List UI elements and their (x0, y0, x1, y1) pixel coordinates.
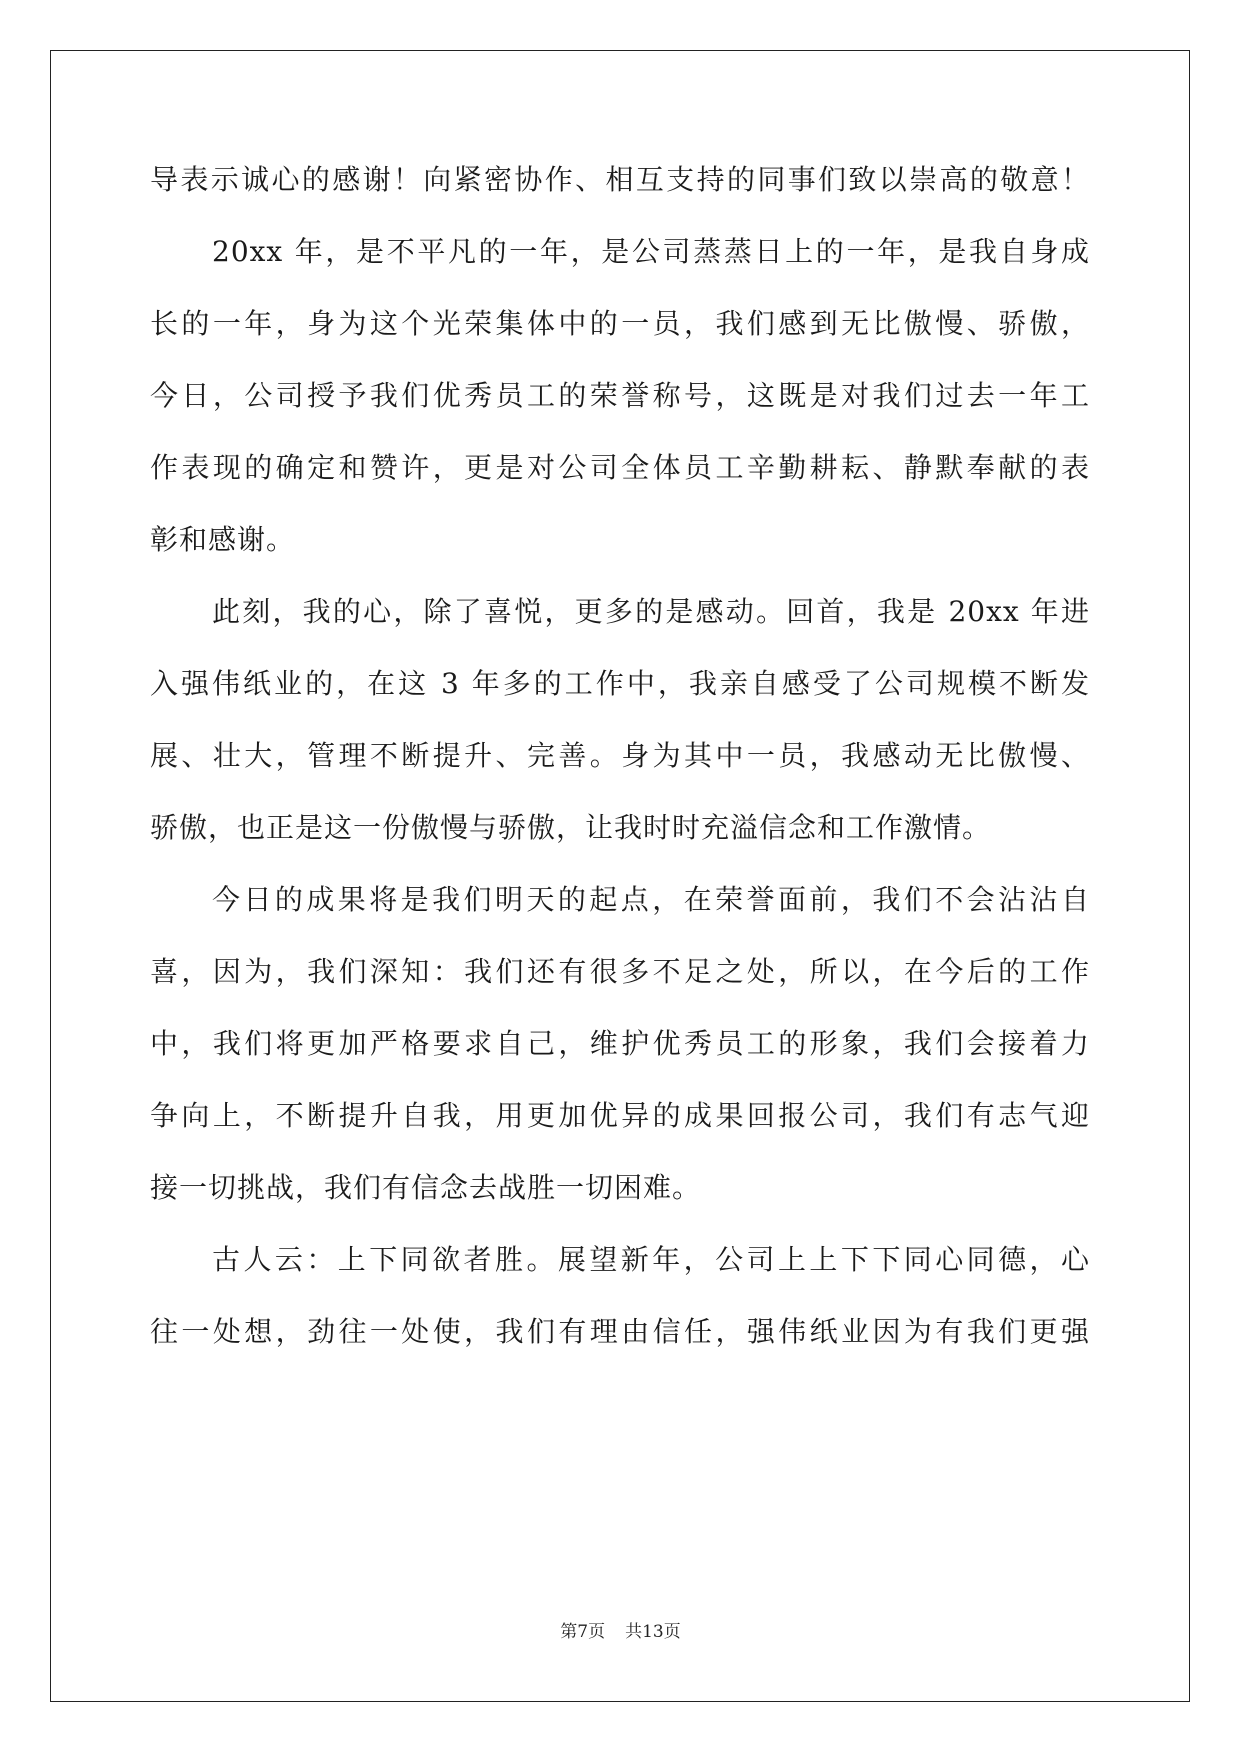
text-line: 此刻，我的心，除了喜悦，更多的是感动。回首，我是 20xx 年进 (212, 595, 1090, 628)
text-line: 导表示诚心的感谢！向紧密协作、相互支持的同事们致以崇高的敬意！ (150, 163, 1090, 196)
text-line: 今日的成果将是我们明天的起点，在荣誉面前，我们不会沾沾自 (212, 883, 1090, 916)
page-number-current: 第7页 (560, 1622, 606, 1642)
text-line: 彰和感谢。 (150, 523, 296, 556)
text-line: 20xx 年，是不平凡的一年，是公司蒸蒸日上的一年，是我自身成 (212, 235, 1090, 268)
text-line: 接一切挑战，我们有信念去战胜一切困难。 (150, 1171, 702, 1204)
text-line: 长的一年，身为这个光荣集体中的一员，我们感到无比傲慢、骄傲， (150, 307, 1090, 340)
text-line: 中，我们将更加严格要求自己，维护优秀员工的形象，我们会接着力 (150, 1027, 1090, 1060)
page-number-total: 共13页 (625, 1622, 681, 1642)
text-line: 作表现的确定和赞许，更是对公司全体员工辛勤耕耘、静默奉献的表 (150, 451, 1090, 484)
text-line: 争向上，不断提升自我，用更加优异的成果回报公司，我们有志气迎 (150, 1099, 1090, 1132)
page-border (50, 50, 1190, 1702)
text-line: 往一处想，劲往一处使，我们有理由信任，强伟纸业因为有我们更强 (150, 1315, 1090, 1348)
text-line: 入强伟纸业的，在这 3 年多的工作中，我亲自感受了公司规模不断发 (150, 667, 1090, 700)
text-line: 古人云：上下同欲者胜。展望新年，公司上上下下同心同德，心 (212, 1243, 1090, 1276)
text-line: 骄傲，也正是这一份傲慢与骄傲，让我时时充溢信念和工作激情。 (150, 811, 992, 844)
text-line: 喜，因为，我们深知：我们还有很多不足之处，所以，在今后的工作 (150, 955, 1090, 988)
page-footer (0, 1620, 1241, 1644)
text-line: 今日，公司授予我们优秀员工的荣誉称号，这既是对我们过去一年工 (150, 379, 1090, 412)
text-line: 展、壮大，管理不断提升、完善。身为其中一员，我感动无比傲慢、 (150, 739, 1090, 772)
